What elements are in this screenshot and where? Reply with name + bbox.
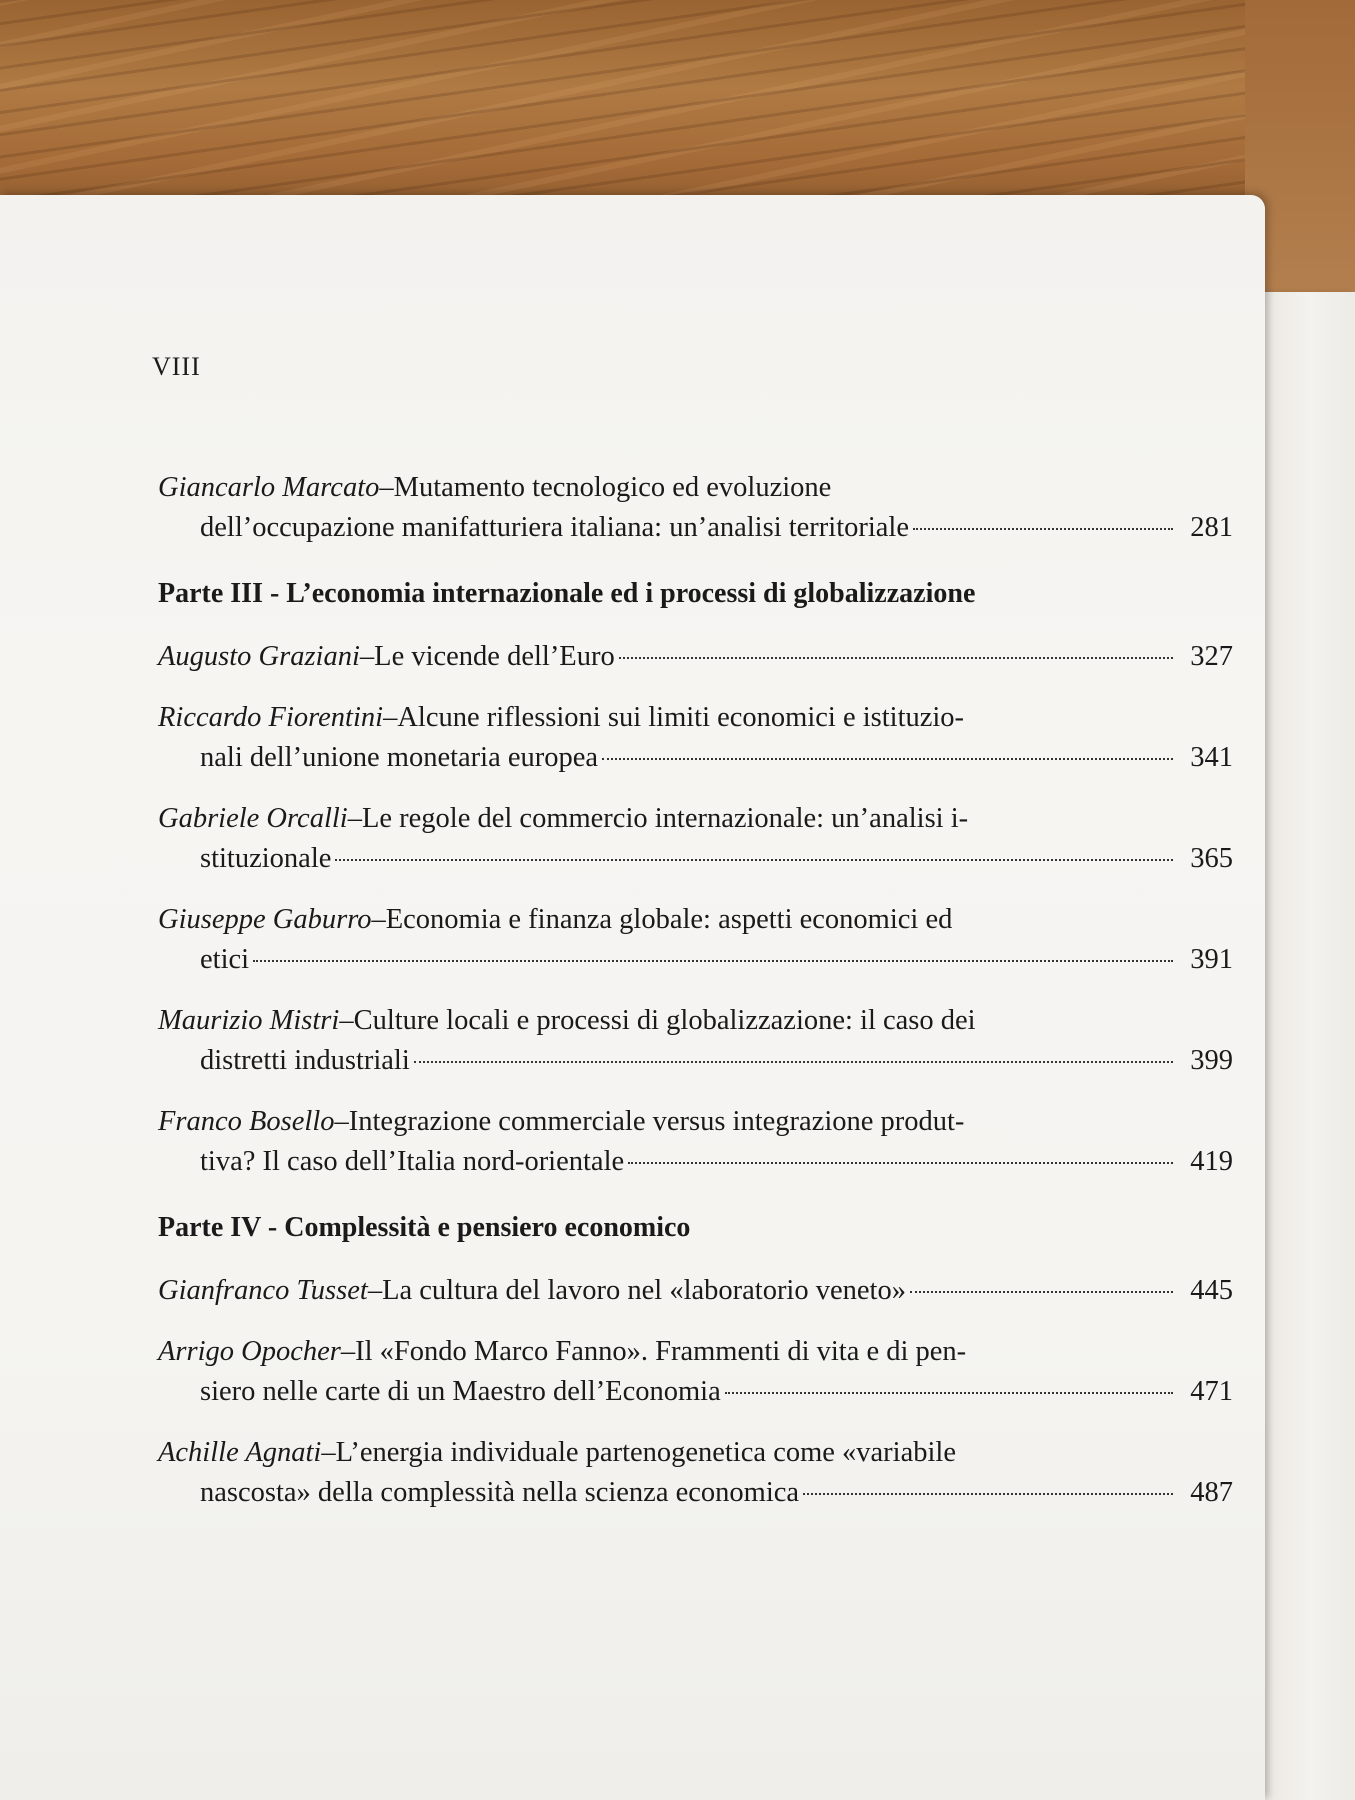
toc-separator: –	[340, 1336, 356, 1367]
toc-separator: –	[347, 803, 362, 834]
dot-leader	[910, 1291, 1173, 1293]
toc-title-continued: etici	[200, 944, 250, 975]
toc-author: Giuseppe Gaburro	[158, 904, 372, 935]
toc-author: Maurizio Mistri	[158, 1005, 340, 1036]
toc-title: Integrazione commerciale versus integrazione produt-	[348, 1106, 965, 1137]
toc-title-continued: tiva? Il caso dell’Italia nord-orientale	[200, 1146, 625, 1177]
dot-leader	[913, 528, 1173, 530]
dot-leader	[725, 1392, 1173, 1394]
toc-page-number: 341	[1190, 742, 1233, 773]
toc-author: Riccardo Fiorentini	[158, 702, 384, 733]
toc-title: Le vicende dell’Euro	[374, 641, 615, 672]
dot-leader	[619, 657, 1173, 659]
dot-leader	[628, 1162, 1173, 1164]
toc-author: Gabriele Orcalli	[158, 803, 348, 834]
toc-separator: –	[371, 904, 386, 935]
part-heading-iii: Parte III - L’economia internazionale ed i processi di globalizzazione	[158, 578, 976, 609]
page-folio: VIII	[152, 352, 201, 381]
toc-author: Arrigo Opocher	[158, 1336, 341, 1367]
table-of-contents	[158, 468, 1233, 1534]
dot-leader	[414, 1061, 1173, 1063]
toc-entry-orcalli	[158, 799, 1233, 879]
toc-page-number: 391	[1190, 944, 1233, 975]
toc-title: L’energia individuale partenogenetica come «variabile	[335, 1437, 956, 1468]
toc-separator: –	[383, 702, 398, 733]
toc-title-continued: dell’occupazione manifatturiera italiana: un’analisi territoriale	[200, 512, 909, 543]
toc-entry-opocher	[158, 1332, 1233, 1412]
toc-entry-marcato	[158, 468, 1233, 548]
dot-leader	[253, 960, 1173, 962]
toc-title-continued: stituzionale	[200, 843, 332, 874]
toc-title: Il «Fondo Marco Fanno». Frammenti di vita e di pen-	[355, 1336, 967, 1367]
toc-page-number: 399	[1190, 1045, 1233, 1076]
toc-title: Economia e finanza globale: aspetti economici ed	[385, 904, 953, 935]
toc-page-number: 471	[1190, 1376, 1233, 1407]
toc-entry-fiorentini	[158, 698, 1233, 778]
toc-title: Mutamento tecnologico ed evoluzione	[393, 472, 832, 503]
toc-page-number: 445	[1190, 1275, 1233, 1306]
toc-page-number: 419	[1190, 1146, 1233, 1177]
toc-entry-mistri	[158, 1001, 1233, 1081]
toc-separator: –	[367, 1275, 383, 1306]
toc-separator: –	[334, 1106, 349, 1137]
toc-separator: –	[379, 472, 394, 503]
toc-title: La cultura del lavoro nel «laboratorio veneto»	[382, 1275, 906, 1306]
toc-author: Achille Agnati	[158, 1437, 322, 1468]
toc-separator: –	[359, 641, 375, 672]
toc-entry-tusset	[158, 1271, 1233, 1311]
toc-page-number: 365	[1190, 843, 1233, 874]
toc-entry-agnati	[158, 1433, 1233, 1513]
toc-entry-gaburro	[158, 900, 1233, 980]
toc-title-continued: nali dell’unione monetaria europea	[200, 742, 599, 773]
toc-title-continued: nascosta» della complessità nella scienza economica	[200, 1477, 800, 1508]
toc-author: Franco Bosello	[158, 1106, 335, 1137]
toc-separator: –	[321, 1437, 336, 1468]
toc-author: Augusto Graziani	[158, 641, 360, 672]
toc-title: Le regole del commercio internazionale: un’analisi i-	[361, 803, 969, 834]
part-heading-iv: Parte IV - Complessità e pensiero economico	[158, 1212, 691, 1243]
toc-title-continued: distretti industriali	[200, 1045, 410, 1076]
toc-entry-bosello	[158, 1102, 1233, 1182]
wooden-table-background	[0, 0, 1355, 220]
toc-separator: –	[339, 1005, 354, 1036]
toc-title-continued: siero nelle carte di un Maestro dell’Economia	[200, 1376, 721, 1407]
dot-leader	[803, 1493, 1173, 1495]
toc-title: Alcune riflessioni sui limiti economici e istituzio-	[397, 702, 965, 733]
toc-author: Giancarlo Marcato	[158, 472, 380, 503]
toc-author: Gianfranco Tusset	[158, 1275, 368, 1306]
toc-entry-graziani	[158, 637, 1233, 677]
toc-page-number: 487	[1190, 1477, 1233, 1508]
dot-leader	[602, 758, 1173, 760]
dot-leader	[335, 859, 1173, 861]
toc-page-number: 281	[1190, 512, 1233, 543]
toc-title: Culture locali e processi di globalizzazione: il caso dei	[353, 1005, 976, 1036]
toc-page-number: 327	[1190, 641, 1233, 672]
